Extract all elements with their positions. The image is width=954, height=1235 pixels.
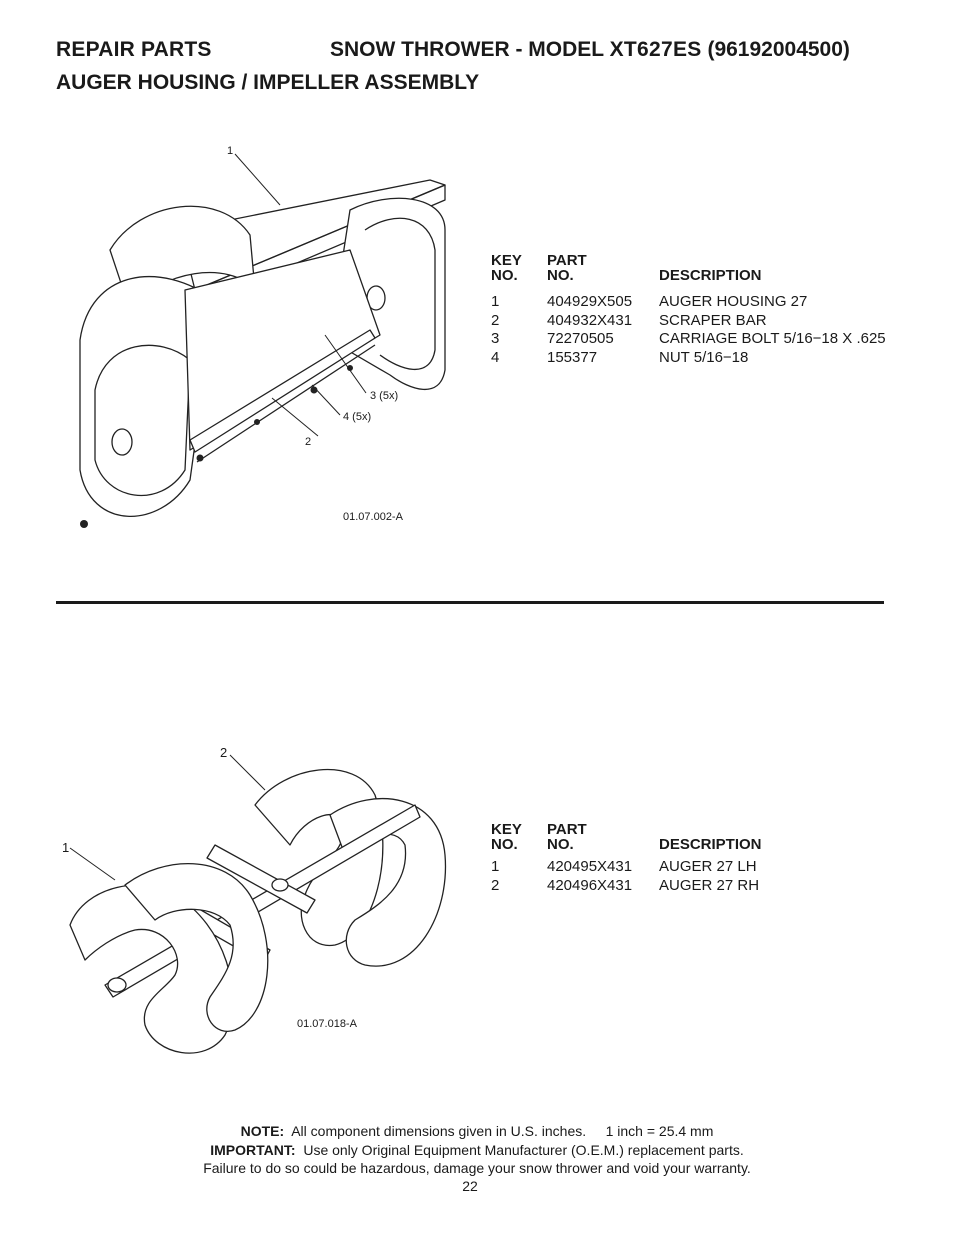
repair-parts-heading: REPAIR PARTS <box>56 38 212 61</box>
table-row: 2 404932X431 SCRAPER BAR <box>491 311 767 329</box>
callout-2: 2 <box>305 436 312 448</box>
callout-3: 3 (5x) <box>370 390 399 402</box>
model-prefix: SNOW THROWER - MODEL <box>330 38 604 61</box>
parts-table <box>491 822 762 895</box>
callout-4: 4 (5x) <box>343 411 372 423</box>
important-line: IMPORTANT: Use only Original Equipment Manufacturer (O.E.M.) replacement parts. <box>210 1141 744 1158</box>
auger-illustration <box>55 745 455 1065</box>
figure-id: 01.07.002-A <box>343 511 403 523</box>
table-row: 3 72270505 CARRIAGE BOLT 5/16−18 X .625 <box>491 330 886 347</box>
section-divider <box>56 601 884 604</box>
warning-line: Failure to do so could be hazardous, damage your snow thrower and void your warranty. <box>203 1160 751 1176</box>
callout-2: 2 <box>220 745 228 760</box>
model-heading <box>330 38 850 62</box>
figure-id: 01.07.018-A <box>297 1018 357 1030</box>
footer-notes <box>0 1122 954 1178</box>
table-header-row <box>491 253 886 283</box>
auger-housing-illustration <box>50 140 450 540</box>
callout-1: 1 <box>62 840 70 855</box>
table-row: 2 420496X431 AUGER 27 RH <box>491 876 760 894</box>
parts-table <box>491 253 886 367</box>
col-key-header: KEY NO. <box>491 821 522 853</box>
model-number: (96192004500) <box>707 38 850 61</box>
col-description-header: DESCRIPTION <box>659 836 762 853</box>
section-title: AUGER HOUSING / IMPELLER ASSEMBLY <box>56 71 480 94</box>
model-name: XT627ES <box>609 38 702 61</box>
note-line: NOTE: All component dimensions given in U.S. inches. 1 inch = 25.4 mm <box>240 1123 714 1139</box>
table-row: 1 420495X431 AUGER 27 LH <box>491 858 757 875</box>
table-row: 4 155377 NUT 5/16−18 <box>491 348 749 366</box>
table-row: 1 404929X505 AUGER HOUSING 27 <box>491 293 808 310</box>
col-description-header: DESCRIPTION <box>659 267 762 284</box>
callout-1: 1 <box>227 145 234 157</box>
col-part-header: PART NO. <box>547 252 587 284</box>
page-number: 22 <box>462 1178 478 1194</box>
col-key-header: KEY NO. <box>491 252 522 284</box>
col-part-header: PART NO. <box>547 821 587 853</box>
table-header-row <box>491 822 762 852</box>
